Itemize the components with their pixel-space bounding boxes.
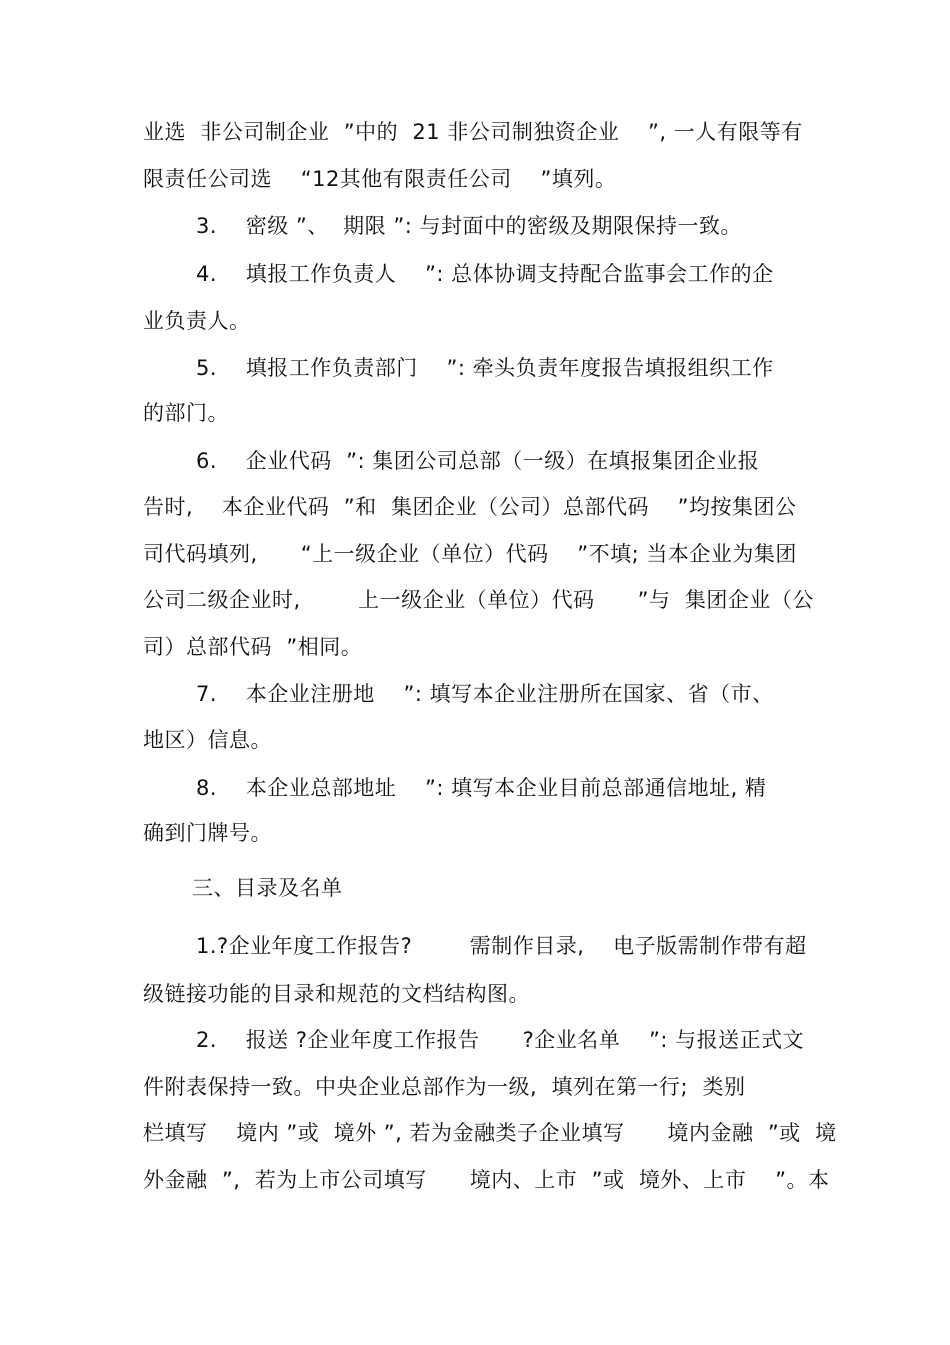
text-line: 限责任公司选 “12其他有限责任公司 ”填列。	[143, 167, 617, 191]
list-item-3: 3. 密级 ”、 期限 ”: 与封面中的密级及期限保持一致。	[196, 214, 742, 238]
text-line: 外金融 ”, 若为上市公司填写 境内、上市 ”或 境外、上市 ”。本	[143, 1168, 830, 1192]
text-line: 司代码填列, “上一级企业（单位）代码 ”不填; 当本企业为集团	[143, 542, 797, 566]
list-item-6: 6. 企业代码 ”: 集团公司总部（一级）在填报集团企业报	[196, 449, 760, 473]
list-item-1: 1.?企业年度工作报告? 需制作目录, 电子版需制作带有超	[196, 934, 807, 958]
text-line: 级链接功能的目录和规范的文档结构图。	[143, 982, 530, 1006]
list-item-5: 5. 填报工作负责部门 ”: 牵头负责年度报告填报组织工作	[196, 356, 774, 380]
text-line: 司）总部代码 ”相同。	[143, 635, 363, 659]
section-heading: 三、目录及名单	[192, 876, 343, 900]
list-item-2: 2. 报送 ?企业年度工作报告 ?企业名单 ”: 与报送正式文	[196, 1028, 805, 1052]
text-line: 的部门。	[143, 401, 229, 425]
list-item-8: 8. 本企业总部地址 ”: 填写本企业目前总部通信地址, 精	[196, 776, 767, 800]
list-item-7: 7. 本企业注册地 ”: 填写本企业注册所在国家、省（市、	[196, 682, 774, 706]
text-line: 公司二级企业时, 上一级企业（单位）代码 ”与 集团企业（公	[143, 588, 814, 612]
text-line: 栏填写 境内 ”或 境外 ”, 若为金融类子企业填写 境内金融 ”或 境	[143, 1121, 837, 1145]
text-line: 确到门牌号。	[143, 821, 272, 845]
text-line: 件附表保持一致。中央企业总部作为一级, 填列在第一行; 类别	[143, 1075, 746, 1099]
text-line: 地区）信息。	[143, 728, 272, 752]
text-line: 告时, 本企业代码 ”和 集团企业（公司）总部代码 ”均按集团公	[143, 495, 797, 519]
list-item-4: 4. 填报工作负责人 ”: 总体协调支持配合监事会工作的企	[196, 262, 774, 286]
text-line: 业负责人。	[143, 309, 251, 333]
text-line: 业选 非公司制企业 ”中的 21 非公司制独资企业 ”, 一人有限等有	[143, 120, 803, 144]
